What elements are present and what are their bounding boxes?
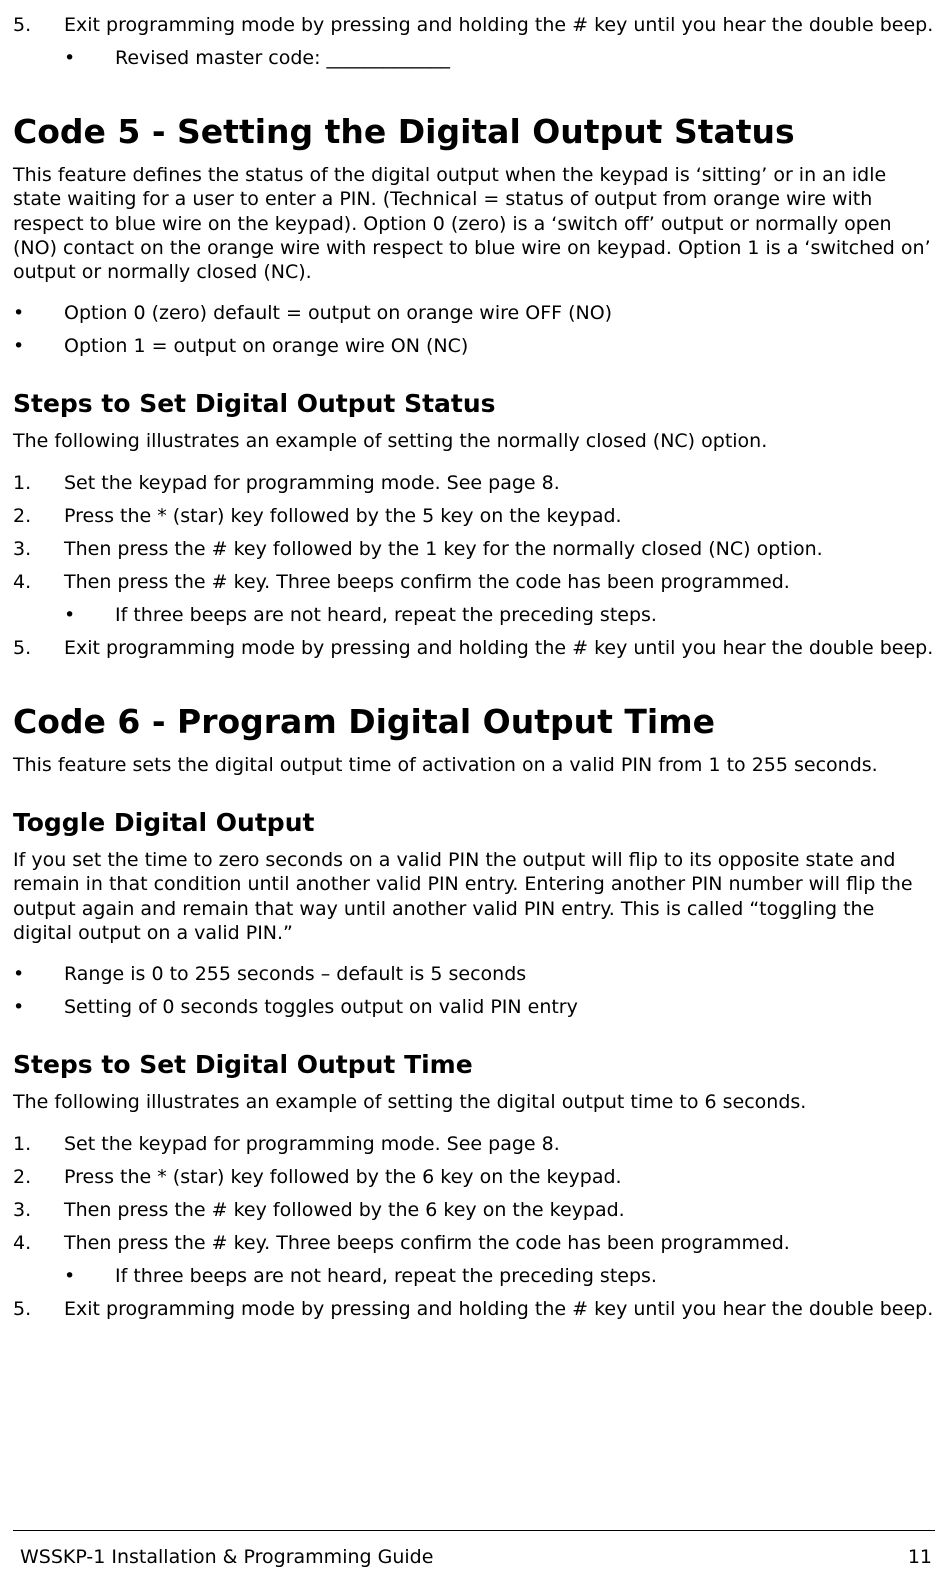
- list-item: [13, 471, 935, 495]
- step-number: 2.: [13, 1165, 32, 1188]
- step-text: Exit programming mode by pressing and holding the # key until you hear the double beep.: [64, 1297, 934, 1320]
- list-item: [13, 1132, 935, 1156]
- list-item: [13, 1165, 935, 1189]
- subheading-steps-output-status: Steps to Set Digital Output Status: [13, 389, 496, 419]
- step-number: 2.: [13, 504, 32, 527]
- bullet-icon: •: [13, 996, 25, 1019]
- section-heading-code6: Code 6 - Program Digital Output Time: [13, 701, 715, 741]
- step-text: Press the * (star) key followed by the 5 key on the keypad.: [64, 504, 622, 527]
- steps-intro: The following illustrates an example of setting the normally closed (NC) option.: [13, 430, 768, 453]
- list-item: [13, 1231, 935, 1255]
- bullet-text: Option 1 = output on orange wire ON (NC): [64, 335, 469, 358]
- bullet-icon: •: [13, 302, 25, 325]
- subheading-toggle-output: Toggle Digital Output: [13, 808, 315, 838]
- sub-bullet-text: Revised master code: _____________: [115, 47, 451, 69]
- footer-title: WSSKP-1 Installation & Programming Guide: [20, 1546, 434, 1568]
- step-text: Exit programming mode by pressing and holding the # key until you hear the double beep.: [64, 14, 934, 36]
- step-number: 3.: [13, 537, 32, 560]
- bullet-item: [13, 301, 935, 325]
- page-content: [13, 10, 935, 1321]
- bullet-icon: •: [64, 47, 76, 69]
- step-text: Then press the # key followed by the 1 key for the normally closed (NC) option.: [64, 537, 823, 560]
- code6-intro: This feature sets the digital output time of activation on a valid PIN from 1 to 255 seconds.: [13, 753, 878, 776]
- bullet-item: [13, 334, 935, 358]
- bullet-item: [13, 962, 935, 986]
- step-number: 1.: [13, 1132, 32, 1155]
- bullet-icon: •: [13, 335, 25, 358]
- sub-bullet-text: If three beeps are not heard, repeat the preceding steps.: [115, 1264, 657, 1287]
- bullet-icon: •: [64, 603, 76, 626]
- bullet-text: Range is 0 to 255 seconds – default is 5 seconds: [64, 963, 527, 986]
- step-number: 3.: [13, 1198, 32, 1221]
- step-number: 5.: [13, 1297, 32, 1320]
- list-item: [13, 570, 935, 594]
- bullet-item: [13, 995, 935, 1019]
- list-item: [13, 1198, 935, 1222]
- step-text: Set the keypad for programming mode. See page 8.: [64, 471, 560, 494]
- footer-divider: [13, 1530, 935, 1531]
- page-number: 11: [907, 1546, 932, 1568]
- toggle-text: If you set the time to zero seconds on a valid PIN the output will flip to its opposite state and remain in that condition until another valid PIN entry. Entering another PIN number will flip the output again and remain that way until another valid PIN entry. This is called “toggling the digital output on a valid PIN.”: [13, 849, 913, 944]
- list-item: [13, 504, 935, 528]
- step-number: 5.: [13, 14, 32, 36]
- section-heading-code5: Code 5 - Setting the Digital Output Status: [13, 112, 795, 151]
- code5-intro: This feature defines the status of the digital output when the keypad is ‘sitting’ or in an idle state waiting for a user to enter a PIN. (Technical = status of output from orange wire with respect to blue wire on the keypad). Option 0 (zero) is a ‘switch off’ output or normally open (NO) contact on the orange wire with respect to blue wire on keypad. Option 1 is a ‘switched on’ output or normally closed (NC).: [13, 164, 931, 284]
- step-text: Then press the # key. Three beeps confirm the code has been programmed.: [64, 1231, 790, 1254]
- list-item: [13, 537, 935, 561]
- step-text: Then press the # key followed by the 6 key on the keypad.: [64, 1198, 625, 1221]
- step-text: Set the keypad for programming mode. See page 8.: [64, 1132, 560, 1155]
- list-item: [13, 13, 935, 37]
- step-number: 1.: [13, 471, 32, 494]
- list-item: [13, 636, 935, 660]
- subheading-steps-output-time: Steps to Set Digital Output Time: [13, 1050, 473, 1080]
- sub-bullet-item: [13, 46, 935, 70]
- bullet-icon: •: [64, 1264, 76, 1287]
- bullet-text: Option 0 (zero) default = output on orange wire OFF (NO): [64, 302, 613, 325]
- sub-bullet-text: If three beeps are not heard, repeat the preceding steps.: [115, 603, 657, 626]
- bullet-text: Setting of 0 seconds toggles output on valid PIN entry: [64, 996, 578, 1019]
- step-text: Then press the # key. Three beeps confirm the code has been programmed.: [64, 570, 790, 593]
- step-number: 4.: [13, 1231, 32, 1254]
- step-number: 5.: [13, 636, 32, 659]
- sub-bullet-item: [13, 1264, 935, 1288]
- list-item: [13, 1297, 935, 1321]
- step-text: Press the * (star) key followed by the 6 key on the keypad.: [64, 1165, 622, 1188]
- step-text: Exit programming mode by pressing and holding the # key until you hear the double beep.: [64, 636, 934, 659]
- sub-bullet-item: [13, 603, 935, 627]
- step-number: 4.: [13, 570, 32, 593]
- steps-intro: The following illustrates an example of setting the digital output time to 6 seconds.: [13, 1091, 807, 1114]
- bullet-icon: •: [13, 963, 25, 986]
